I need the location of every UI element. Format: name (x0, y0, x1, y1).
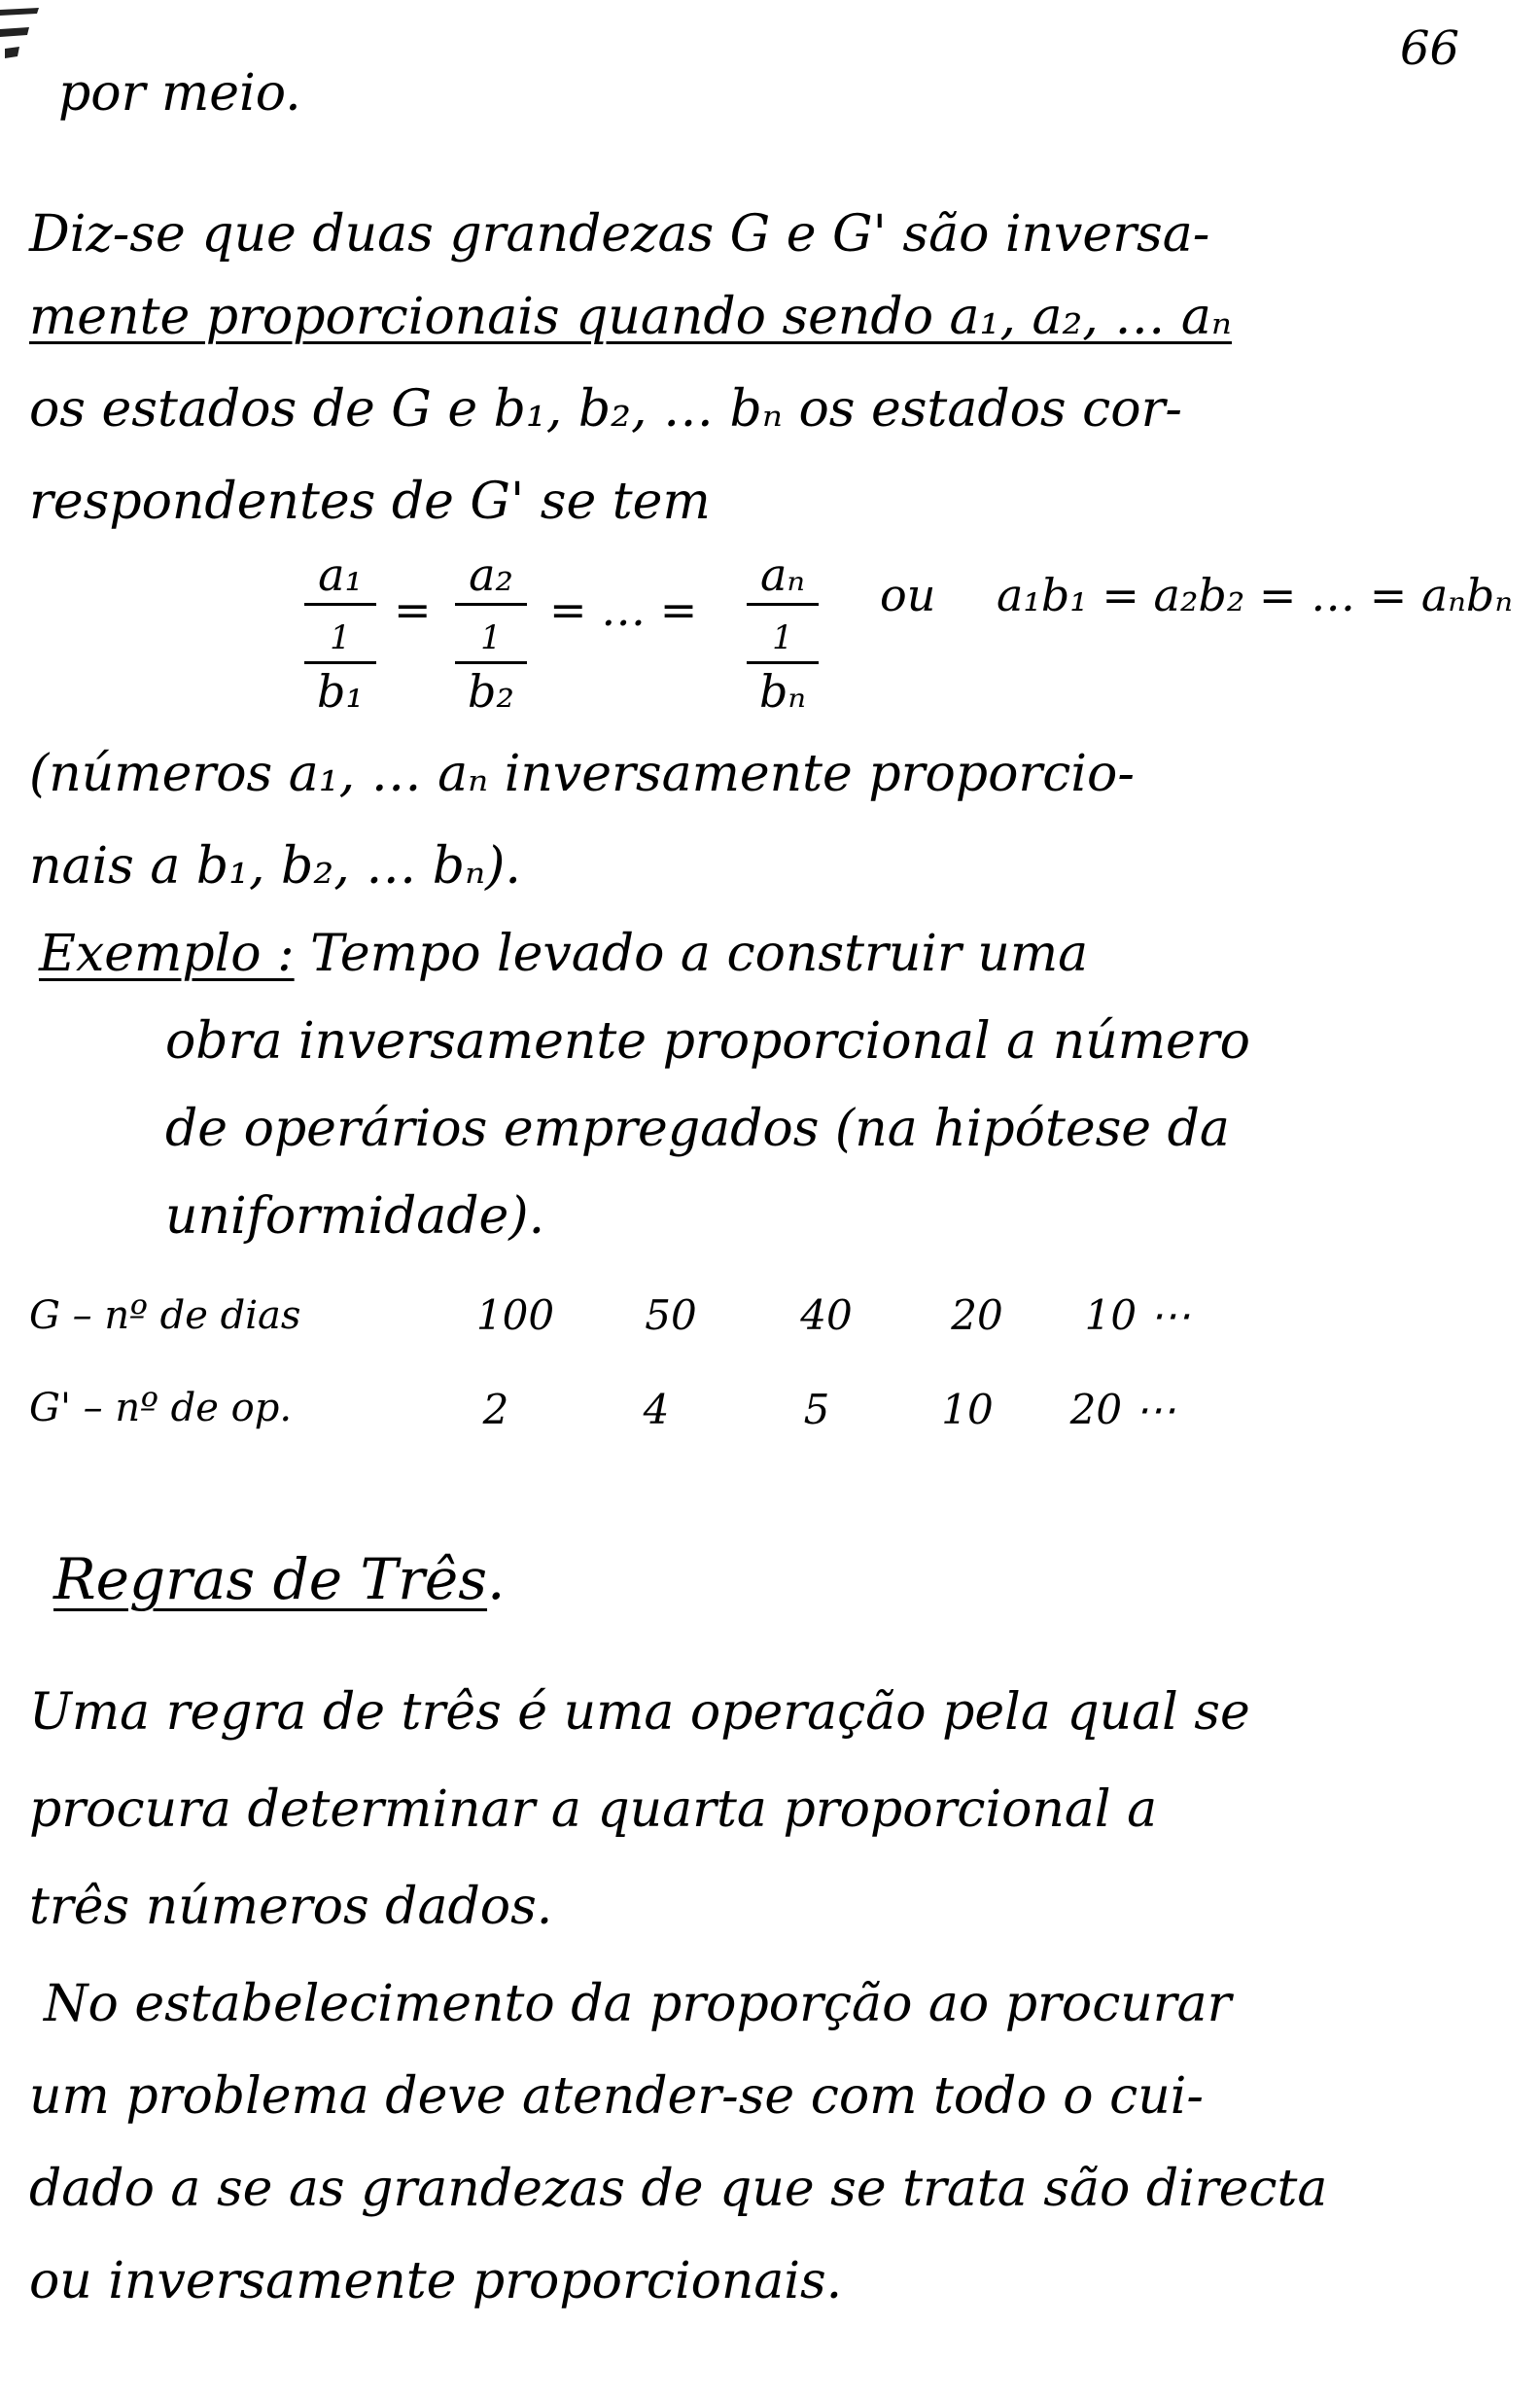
fraction-2 (447, 549, 535, 718)
example-label: Exemplo : (39, 925, 295, 983)
example-text: Tempo levado a construir uma (310, 925, 1089, 983)
table-cell: 5 (803, 1386, 830, 1433)
scan-artifact-icon (0, 0, 58, 68)
fraction-1-den: 1 (330, 617, 351, 657)
fraction-3-den2: bₙ (758, 664, 807, 718)
section-heading: Regras de Três. (53, 1546, 506, 1612)
fraction-2-den: 1 (480, 617, 502, 657)
table-cell: 20 ⋯ (1069, 1386, 1176, 1433)
equals-sign-1: = (394, 583, 432, 636)
page-number: 66 (1400, 21, 1460, 76)
product-equation: a₁b₁ = a₂b₂ = … = aₙbₙ (997, 569, 1514, 621)
text-line-11: uniformidade). (165, 1187, 545, 1246)
text-line-10: de operários empregados (na hipótese da (165, 1100, 1230, 1158)
fraction-1-den2: b₁ (317, 664, 364, 718)
text-line-3: mente proporcionais quando sendo a₁, a₂, … aₙ (29, 288, 1232, 346)
text-line-2-part: Diz-se que duas grandezas G e G' são inversa- (29, 205, 1210, 264)
text-line-12: Uma regra de três é uma operação pela qual se (29, 1683, 1250, 1742)
fraction-2-num: a₂ (469, 548, 513, 601)
table-cell: 50 (645, 1291, 697, 1339)
equals-ellipsis: = … = (549, 583, 698, 636)
text-line-5: respondentes de G' se tem (29, 473, 711, 531)
text-line-18: ou inversamente proporcionais. (29, 2252, 843, 2310)
text-line-6: (números a₁, … aₙ inversamente proporcio- (29, 745, 1135, 803)
text-line-14: três números dados. (29, 1878, 553, 1936)
fraction-3-num: aₙ (759, 548, 806, 601)
table-cell: 100 (475, 1291, 555, 1339)
table-row1-label: G – nº de dias (29, 1293, 301, 1338)
fraction-1 (297, 549, 384, 718)
example-line (39, 925, 1089, 983)
table-row2-label: G' – nº de op. (29, 1386, 293, 1430)
table-cell: 4 (643, 1386, 670, 1433)
text-line-4: os estados de G e b₁, b₂, … bₙ os estados cor- (29, 380, 1182, 439)
fraction-3 (739, 549, 826, 718)
text-line-2 (29, 205, 1210, 264)
table-cell: 20 (951, 1291, 1003, 1339)
text-line-15: No estabelecimento da proporção ao procurar (44, 1975, 1232, 2033)
table-cell: 10 (941, 1386, 994, 1433)
section-heading-text: Regras de Três (53, 1546, 488, 1612)
table-cell: 10 ⋯ (1084, 1291, 1191, 1339)
text-line-7: nais a b₁, b₂, … bₙ). (29, 837, 521, 896)
text-line-9: obra inversamente proporcional a número (165, 1012, 1250, 1071)
text-line-17: dado a se as grandezas de que se trata são directa (29, 2160, 1328, 2218)
text-line-13: procura determinar a quarta proporcional a (29, 1780, 1158, 1839)
text-line-16: um problema deve atender-se com todo o cui- (29, 2067, 1204, 2126)
text-line-1: por meio. (58, 64, 301, 123)
fraction-2-den2: b₂ (468, 664, 514, 718)
table-cell: 2 (482, 1386, 509, 1433)
fraction-1-num: a₁ (318, 548, 363, 601)
fraction-3-den: 1 (772, 617, 793, 657)
or-word: ou (880, 569, 936, 621)
table-cell: 40 (800, 1291, 853, 1339)
